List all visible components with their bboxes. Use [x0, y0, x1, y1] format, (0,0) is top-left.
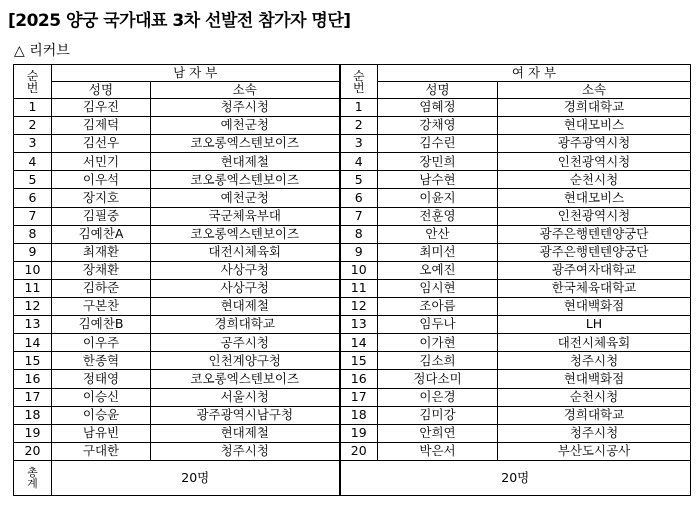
men-name-cell: 남유빈 — [52, 424, 151, 442]
women-name-cell: 이가현 — [378, 334, 498, 352]
women-team-cell: 경희대학교 — [498, 406, 691, 424]
women-name-cell: 강채영 — [378, 117, 498, 135]
men-team-cell: 코오롱엑스텐보이즈 — [151, 135, 340, 153]
men-number-cell: 18 — [14, 406, 52, 424]
women-team-header: 소속 — [498, 82, 691, 99]
women-number-cell: 12 — [340, 298, 378, 316]
men-number-cell: 12 — [14, 298, 52, 316]
women-name-cell: 정다소미 — [378, 370, 498, 388]
men-name-cell: 김선우 — [52, 135, 151, 153]
men-number-cell: 4 — [14, 153, 52, 171]
women-number-cell: 7 — [340, 207, 378, 225]
men-section-header: 남 자 부 — [52, 65, 340, 82]
women-name-cell: 전훈영 — [378, 207, 498, 225]
men-name-cell: 한종혁 — [52, 352, 151, 370]
men-team-cell: 사상구청 — [151, 279, 340, 297]
men-team-cell: 광주광역시남구청 — [151, 406, 340, 424]
men-number-cell: 7 — [14, 207, 52, 225]
table-row — [14, 243, 691, 261]
women-team-cell: 인천광역시청 — [498, 207, 691, 225]
men-number-cell: 2 — [14, 117, 52, 135]
women-number-cell: 5 — [340, 171, 378, 189]
women-team-cell: 경희대학교 — [498, 99, 691, 117]
women-team-cell: 현대백화점 — [498, 298, 691, 316]
table-row — [14, 99, 691, 117]
women-name-cell: 안희연 — [378, 424, 498, 442]
women-number-cell: 19 — [340, 424, 378, 442]
women-number-header: 순 번 — [340, 65, 378, 99]
men-name-cell: 정태영 — [52, 370, 151, 388]
roster-body — [14, 99, 691, 461]
women-number-cell: 17 — [340, 388, 378, 406]
table-row — [14, 406, 691, 424]
women-name-cell: 이윤지 — [378, 189, 498, 207]
men-team-cell: 경희대학교 — [151, 316, 340, 334]
men-number-cell: 3 — [14, 135, 52, 153]
men-team-cell: 현대제철 — [151, 298, 340, 316]
men-number-cell: 6 — [14, 189, 52, 207]
women-team-cell: 현대백화점 — [498, 370, 691, 388]
men-team-cell: 코오롱엑스텐보이즈 — [151, 225, 340, 243]
women-number-cell: 3 — [340, 135, 378, 153]
table-row — [14, 225, 691, 243]
men-name-cell: 이승윤 — [52, 406, 151, 424]
men-team-cell: 공주시청 — [151, 334, 340, 352]
men-number-cell: 17 — [14, 388, 52, 406]
women-section-header: 여 자 부 — [378, 65, 691, 82]
women-team-cell: 대전시체육회 — [498, 334, 691, 352]
table-row — [14, 370, 691, 388]
men-total: 20명 — [52, 460, 340, 495]
men-team-cell: 청주시청 — [151, 99, 340, 117]
women-name-cell: 임두나 — [378, 316, 498, 334]
table-row — [14, 352, 691, 370]
section-title: △ 리커브 — [14, 43, 70, 59]
men-number-cell: 13 — [14, 316, 52, 334]
women-number-cell: 10 — [340, 261, 378, 279]
women-number-cell: 18 — [340, 406, 378, 424]
total-label: 총 계 — [14, 460, 52, 495]
table-row — [14, 442, 691, 460]
men-team-cell: 현대제철 — [151, 153, 340, 171]
women-team-cell: 광주은행텐텐양궁단 — [498, 225, 691, 243]
table-row — [14, 171, 691, 189]
women-total: 20명 — [340, 460, 691, 495]
women-number-cell: 2 — [340, 117, 378, 135]
table-row — [14, 388, 691, 406]
women-name-cell: 안산 — [378, 225, 498, 243]
women-team-cell: 현대모비스 — [498, 117, 691, 135]
women-name-cell: 오예진 — [378, 261, 498, 279]
women-team-cell: 광주은행텐텐양궁단 — [498, 243, 691, 261]
women-team-cell: 광주여자대학교 — [498, 261, 691, 279]
men-name-cell: 김필중 — [52, 207, 151, 225]
women-name-cell: 조아름 — [378, 298, 498, 316]
men-team-cell: 서울시청 — [151, 388, 340, 406]
women-name-header: 성명 — [378, 82, 498, 99]
men-name-cell: 김하준 — [52, 279, 151, 297]
men-number-cell: 20 — [14, 442, 52, 460]
men-team-cell: 코오롱엑스텐보이즈 — [151, 370, 340, 388]
women-number-cell: 1 — [340, 99, 378, 117]
women-team-cell: LH — [498, 316, 691, 334]
women-number-cell: 4 — [340, 153, 378, 171]
men-team-cell: 대전시체육회 — [151, 243, 340, 261]
women-number-cell: 20 — [340, 442, 378, 460]
women-name-cell: 임시현 — [378, 279, 498, 297]
men-name-cell: 김예찬B — [52, 316, 151, 334]
total-row — [14, 460, 691, 495]
table-row — [14, 189, 691, 207]
men-number-cell: 8 — [14, 225, 52, 243]
roster-table — [13, 64, 691, 496]
men-name-cell: 구대한 — [52, 442, 151, 460]
women-name-cell: 박은서 — [378, 442, 498, 460]
women-team-cell: 인천광역시청 — [498, 153, 691, 171]
men-number-cell: 9 — [14, 243, 52, 261]
men-number-cell: 15 — [14, 352, 52, 370]
men-number-cell: 16 — [14, 370, 52, 388]
men-number-header: 순 번 — [14, 65, 52, 99]
men-name-cell: 구본찬 — [52, 298, 151, 316]
women-name-cell: 남수현 — [378, 171, 498, 189]
women-team-cell: 현대모비스 — [498, 189, 691, 207]
men-team-cell: 현대제철 — [151, 424, 340, 442]
men-number-cell: 5 — [14, 171, 52, 189]
women-number-cell: 16 — [340, 370, 378, 388]
women-team-cell: 부산도시공사 — [498, 442, 691, 460]
women-name-cell: 이은경 — [378, 388, 498, 406]
men-number-cell: 10 — [14, 261, 52, 279]
table-row — [14, 135, 691, 153]
men-team-cell: 코오롱엑스텐보이즈 — [151, 171, 340, 189]
women-number-cell: 13 — [340, 316, 378, 334]
table-row — [14, 207, 691, 225]
men-team-cell: 청주시청 — [151, 442, 340, 460]
men-number-cell: 14 — [14, 334, 52, 352]
women-number-cell: 14 — [340, 334, 378, 352]
men-name-cell: 김예찬A — [52, 225, 151, 243]
men-number-cell: 19 — [14, 424, 52, 442]
men-team-cell: 인천계양구청 — [151, 352, 340, 370]
header-row-groups — [14, 65, 691, 82]
women-team-cell: 순천시청 — [498, 171, 691, 189]
men-name-cell: 이승신 — [52, 388, 151, 406]
women-team-cell: 광주광역시청 — [498, 135, 691, 153]
women-team-cell: 한국체육대학교 — [498, 279, 691, 297]
men-team-cell: 예천군청 — [151, 189, 340, 207]
women-number-cell: 6 — [340, 189, 378, 207]
men-number-cell: 11 — [14, 279, 52, 297]
men-name-cell: 이우주 — [52, 334, 151, 352]
women-name-cell: 김수린 — [378, 135, 498, 153]
men-team-cell: 사상구청 — [151, 261, 340, 279]
men-team-header: 소속 — [151, 82, 340, 99]
table-row — [14, 334, 691, 352]
table-row — [14, 153, 691, 171]
women-number-cell: 8 — [340, 225, 378, 243]
women-team-cell: 청주시청 — [498, 424, 691, 442]
document-title: [2025 양궁 국가대표 3차 선발전 참가자 명단] — [8, 11, 351, 31]
men-team-cell: 예천군청 — [151, 117, 340, 135]
men-name-cell: 장채환 — [52, 261, 151, 279]
men-number-cell: 1 — [14, 99, 52, 117]
women-name-cell: 장민희 — [378, 153, 498, 171]
women-team-cell: 순천시청 — [498, 388, 691, 406]
men-name-cell: 최재환 — [52, 243, 151, 261]
women-number-cell: 11 — [340, 279, 378, 297]
men-name-cell: 이우석 — [52, 171, 151, 189]
women-team-cell: 청주시청 — [498, 352, 691, 370]
women-name-cell: 김소희 — [378, 352, 498, 370]
men-name-cell: 김우진 — [52, 99, 151, 117]
women-name-cell: 최미선 — [378, 243, 498, 261]
table-row — [14, 298, 691, 316]
men-team-cell: 국군체육부대 — [151, 207, 340, 225]
men-name-header: 성명 — [52, 82, 151, 99]
women-number-cell: 9 — [340, 243, 378, 261]
table-row — [14, 424, 691, 442]
table-row — [14, 117, 691, 135]
men-name-cell: 장지호 — [52, 189, 151, 207]
women-name-cell: 염혜정 — [378, 99, 498, 117]
table-row — [14, 316, 691, 334]
women-name-cell: 김미강 — [378, 406, 498, 424]
men-name-cell: 서민기 — [52, 153, 151, 171]
table-row — [14, 261, 691, 279]
table-row — [14, 279, 691, 297]
women-number-cell: 15 — [340, 352, 378, 370]
men-name-cell: 김제덕 — [52, 117, 151, 135]
